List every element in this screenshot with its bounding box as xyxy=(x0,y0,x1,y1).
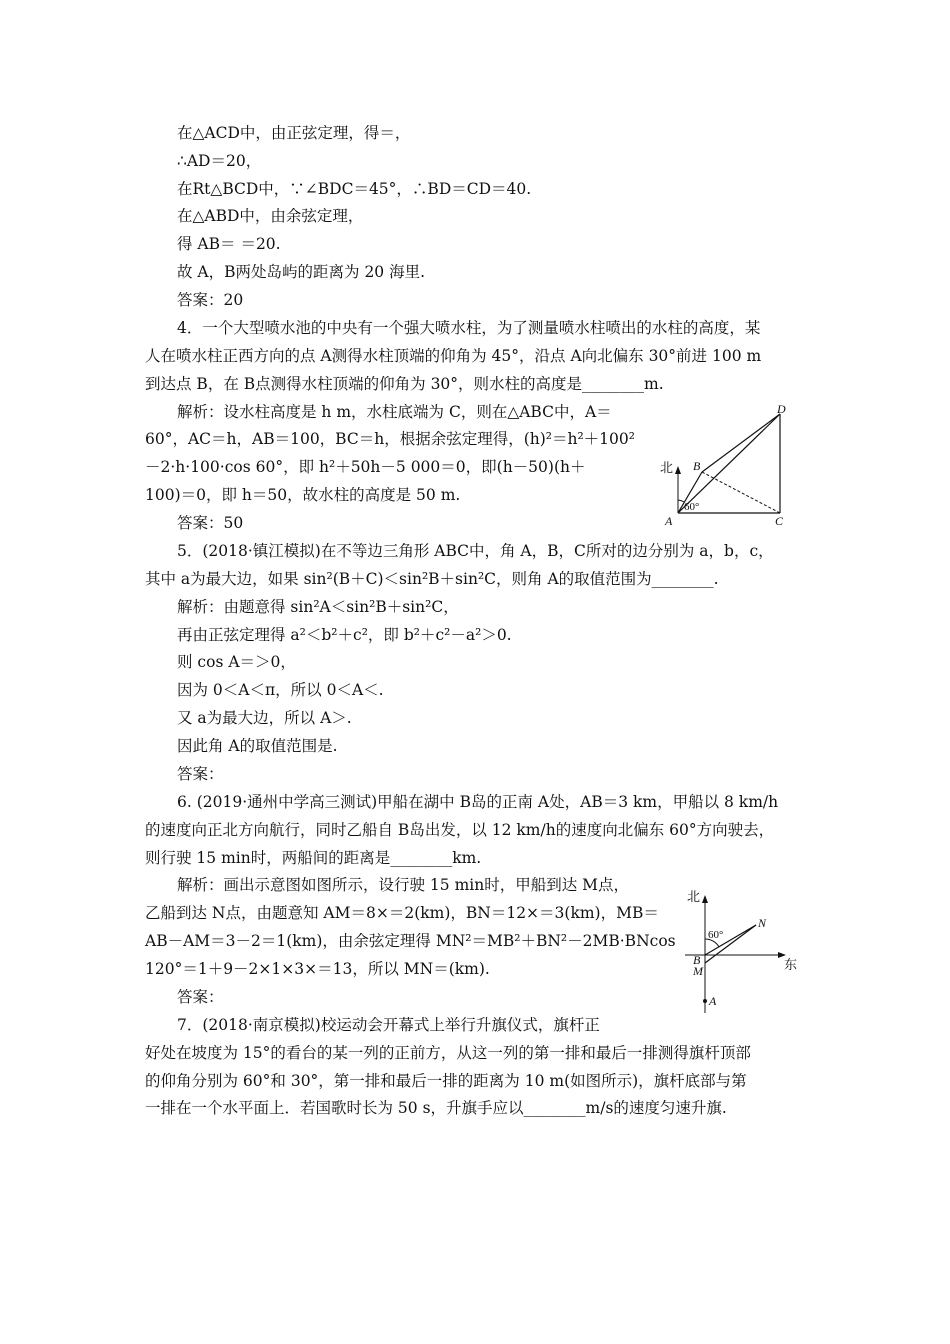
text-line: AB－AM＝3－2＝1(km)，由余弦定理得 MN²＝MB²＋BN²－2MB·BNcos xyxy=(145,932,676,950)
label-angle: 60° xyxy=(708,929,724,941)
text-line: 乙船到达 N点，由题意知 AM＝8×＝2(km)，BN＝12×＝3(km)，MB＝ xyxy=(145,904,659,922)
text-line: 的仰角分别为 60°和 30°，第一排和最后一排的距离为 10 m(如图所示)，旗杆底部与第 xyxy=(145,1072,747,1090)
text-line: 到达点 B，在 B点测得水柱顶端的仰角为 30°，则水柱的高度是________m. xyxy=(145,375,664,393)
text-line: 在△ABD中，由余弦定理， xyxy=(177,207,364,225)
label-angle: 60° xyxy=(684,501,700,513)
text-line: 在△ACD中，由正弦定理，得＝， xyxy=(177,124,411,142)
point-a xyxy=(703,999,707,1003)
label-b: B xyxy=(693,953,701,967)
text-line: 又 a为最大边，所以 A＞. xyxy=(177,709,352,727)
text-line: 解析：画出示意图如图所示，设行驶 15 min时，甲船到达 M点， xyxy=(177,876,630,894)
text-line: 60°，AC＝h，AB＝100，BC＝h，根据余弦定理得，(h)²＝h²＋100² xyxy=(145,430,635,448)
text-line: 解析：由题意得 sin²A＜sin²B＋sin²C， xyxy=(177,598,459,616)
text-line: －2·h·100·cos 60°，即 h²＋50h－5 000＝0，即(h－50)(h＋ xyxy=(145,458,586,476)
label-a: A xyxy=(709,994,717,1008)
text-line: ∴AD＝20， xyxy=(177,152,262,170)
text-line: 因为 0＜A＜π，所以 0＜A＜. xyxy=(177,681,384,699)
text-line: 则 cos A＝＞0， xyxy=(177,653,296,671)
text-line: 120°＝1＋9－2×1×3×＝13，所以 MN＝(km). xyxy=(145,960,490,978)
text-line: 好处在坡度为 15°的看台的某一列的正前方，从这一列的第一排和最后一排测得旗杆顶部 xyxy=(145,1044,751,1062)
label-a: A xyxy=(665,514,673,528)
text-line: 故 A，B两处岛屿的距离为 20 海里. xyxy=(177,263,426,281)
label-n: N xyxy=(758,916,767,930)
text-line: 人在喷水柱正西方向的点 A测得水柱顶端的仰角为 45°，沿点 A向北偏东 30°前进 100 m xyxy=(145,347,762,365)
text-line: 再由正弦定理得 a²＜b²＋c²，即 b²＋c²－a²＞0. xyxy=(177,626,512,644)
north-arrowhead xyxy=(702,895,708,903)
text-line: 因此角 A的取值范围是. xyxy=(177,737,338,755)
line-bd xyxy=(702,414,780,472)
question-6: 6. (2019·通州中学高三测试)甲船在湖中 B岛的正南 A处，AB＝3 km，甲船以 8 km/h xyxy=(177,793,779,811)
question-5: 5．(2018·镇江模拟)在不等边三角形 ABC中，角 A，B，C所对的边分别为 a，b，c， xyxy=(177,542,774,560)
label-m: M xyxy=(693,964,703,978)
answer-4: 答案：50 xyxy=(177,514,244,532)
label-north: 北 xyxy=(660,460,674,475)
water-column-diagram xyxy=(650,400,800,530)
ships-diagram xyxy=(680,883,805,1018)
text-line: 答案：20 xyxy=(177,291,244,309)
question-4: 4．一个大型喷水池的中央有一个强大喷水柱，为了测量喷水柱喷出的水柱的高度，某 xyxy=(177,319,761,337)
north-arrowhead xyxy=(675,466,681,474)
text-line: 得 AB＝ ＝20. xyxy=(177,235,281,253)
label-east: 东 xyxy=(784,957,798,972)
label-d: D xyxy=(777,402,786,416)
question-7: 7．(2018·南京模拟)校运动会开幕式上举行升旗仪式，旗杆正 xyxy=(177,1016,600,1034)
text-line: 解析：设水柱高度是 h m，水柱底端为 C，则在△ABC中，A＝ xyxy=(177,403,612,421)
text-line: 100)＝0，即 h＝50，故水柱的高度是 50 m. xyxy=(145,486,461,504)
answer-6: 答案： xyxy=(177,988,224,1006)
text-line: 在Rt△BCD中，∵∠BDC＝45°，∴BD＝CD＝40. xyxy=(177,180,532,198)
text-line: 则行驶 15 min时，两船间的距离是________km. xyxy=(145,849,482,867)
label-c: C xyxy=(775,514,784,528)
text-line: 的速度向正北方向航行，同时乙船自 B岛出发，以 12 km/h的速度向北偏东 60°方向驶去， xyxy=(145,821,775,839)
text-line: 其中 a为最大边，如果 sin²(B＋C)＜sin²B＋sin²C，则角 A的取值范围为________. xyxy=(145,570,719,588)
label-b: B xyxy=(693,459,701,473)
answer-5: 答案： xyxy=(177,765,224,783)
text-line: 一排在一个水平面上．若国歌时长为 50 s，升旗手应以________m/s的速度匀速升旗. xyxy=(145,1099,727,1117)
label-north: 北 xyxy=(687,889,701,904)
